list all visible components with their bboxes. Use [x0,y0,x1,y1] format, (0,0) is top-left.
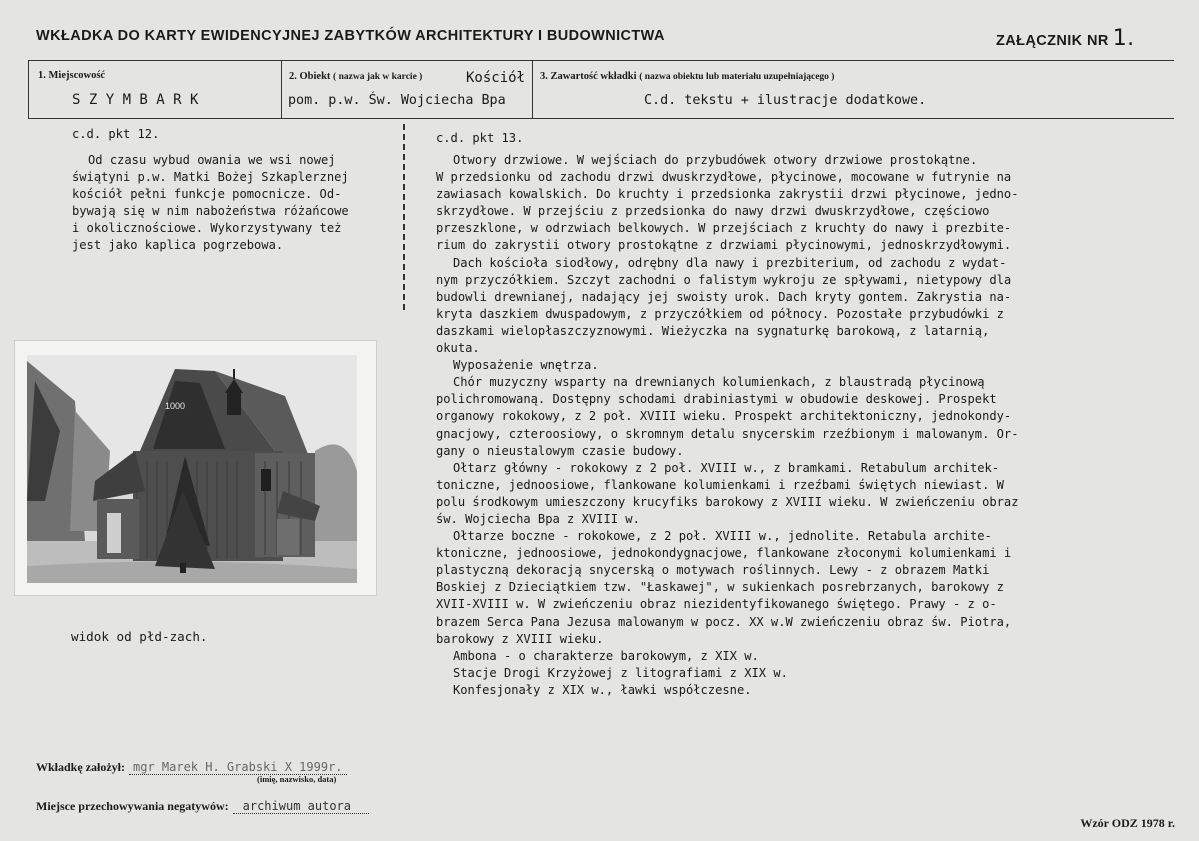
left-line: Od czasu wybud owania we wsi nowej [88,153,336,167]
column-separator [403,124,405,310]
right-line: brazem Serca Pana Jezusa malowanym w pocz. XX w.W zwieńczeniu obraz św. Piotra, [436,614,1012,629]
annex-label: ZAŁĄCZNIK NR [996,33,1109,49]
right-line: ktoniczne, jednoosiowe, jednokondygnacjowe, flankowane złoconymi kolumienkami i [436,546,1012,561]
left-line: bywają się w nim nabożeństwa różańcowe [72,204,349,219]
right-line: polu środkowym umieszczony krucyfiks barokowy z XVIII wieku. W zwieńczeniu obraz [436,494,1019,509]
left-heading: c.d. pkt 12. [72,127,160,141]
right-line: skrzydłowe. W przejściu z przedsionka do nawy drzwi dwuskrzydłowe, częściowo [436,204,990,219]
right-line: gnacjowy, czteroosiowy, o skromnym detalu snycerskim rzeźbionym i malowanym. Or- [436,426,1019,441]
right-line: nym przyczółkiem. Szczyt zachodni o falistym wykroju ze spływami, nietypowy dla [436,272,1012,287]
content-label-note: ( nazwa obiektu lub materiału uzupełniającego ) [639,72,835,82]
content-value: C.d. tekstu + ilustracje dodatkowe. [644,93,927,108]
right-line: przeszklone, w odrzwiach belkowych. W przejściach z kruchty do nawy i prezbite- [436,221,1012,236]
annex-number [996,26,1135,51]
right-line: Ołtarz główny - rokokowy z 2 poł. XVIII w., z bramkami. Retabulum architek- [453,460,1000,475]
right-line: Chór muzyczny wsparty na drewnianych kolumienkach, z blaustradą płycinową [453,375,985,390]
photo-inscription: 1000 [165,401,186,411]
form-code: Wzór ODZ 1978 r. [1080,816,1175,830]
left-line: świątyni p.w. Matki Bożej Szkaplerznej [72,170,349,185]
content-label-text: 3. Zawartość wkładki [540,71,637,82]
right-heading: c.d. pkt 13. [436,131,524,145]
right-line: Ołtarze boczne - rokokowe, z 2 poł. XVIII w., jednolite. Retabula archite- [453,529,992,544]
author-label: Wkładkę założył: [36,760,125,774]
right-line: rium do zakrystii otwory prostokątne z drzwiami płycinowymi, jednoskrzydłowymi. [436,238,1012,253]
page-title: WKŁADKA DO KARTY EWIDENCYJNEJ ZABYTKÓW ARCHITEKTURY I BUDOWNICTWA [36,28,665,44]
locality-label: 1. Miejscowość [38,70,106,81]
form-top-rule [28,60,1174,61]
author-hint: (imię, nazwisko, data) [257,774,337,784]
right-line: organowy rokokowy, z 2 poł. XVIII wieku. Prospekt architektoniczny, jednokondy- [436,409,1012,424]
right-line: plastyczną dekoracją snycerską o motywach roślinnych. Lewy - z obrazem Matki [436,563,990,578]
right-line: Boskiej z Dzieciątkiem tzw. "Łaskawej", w sukienkach posrebrzanych, barokowy z [436,580,1004,595]
locality-value: S Z Y M B A R K [72,92,199,108]
author-value: mgr Marek H. Grabski X 1999r. [129,760,347,775]
left-line: kościół pełni funkcje pomocnicze. Od- [72,187,342,202]
right-line: Dach kościoła siodłowy, odrębny dla nawy i prezbiterium, od zachodu z wydat- [453,255,1007,270]
right-line: Konfesjonały z XIX w., ławki współczesne. [453,682,752,697]
photo-card [14,340,377,596]
right-line: św. Wojciecha Bpa z XVIII w. [436,511,640,526]
right-line: Otwory drzwiowe. W wejściach do przybudówek otwory drzwiowe prostokątne. [453,153,978,167]
object-label-note: ( nazwa jak w karcie ) [333,72,423,82]
right-line: kryta daszkiem dwuspadowym, z przyczółkiem od północy. Pozostałe przybudówki z [436,306,1004,321]
form-bottom-rule [28,118,1174,119]
section-heading: Wyposażenie wnętrza. [453,358,599,373]
right-line: barokowy z XVIII wieku. [436,631,604,646]
right-line: toniczne, jednoosiowe, flankowane kolumienkami i rzeźbami świętych niewiast. W [436,477,1004,492]
right-line: zawiasach kowalskich. Do kruchty i przedsionka zakrystii drzwi płycinowe, jedno- [436,187,1019,202]
negatives-value: archiwum autora [233,799,369,814]
right-line: W przedsionku od zachodu drzwi dwuskrzydłowe, płycinowe, mocowane w futrynie na [436,170,1012,185]
form-left-border [28,60,29,119]
right-line: Stacje Drogi Krzyżowej z litografiami z XIX w. [453,665,788,680]
object-label-text: 2. Obiekt [289,71,331,82]
right-line: daszkami wielopłaszczyznowymi. Wieżyczka na sygnaturkę barokową, z latarnią, [436,323,990,338]
right-line: okuta. [436,341,480,356]
right-paragraphs [436,152,1018,699]
object-value-line1: Kościół [466,70,526,86]
negatives-label: Miejsce przechowywania negatywów: [36,799,229,813]
content-label [540,71,834,82]
form-divider-2 [532,60,533,119]
right-line: XVII-XVIII w. W zwieńczeniu obraz niezidentyfikowanego świętego. Prawy - z o- [436,597,997,612]
right-line: Ambona - o charakterze barokowym, z XIX w. [453,648,759,663]
right-line: gany o nieustalowym czasie budowy. [436,443,684,458]
church-photo [15,341,376,595]
annex-number-value: 1. [1112,26,1135,51]
left-paragraph [72,152,349,255]
left-line: jest jako kaplica pogrzebowa. [72,238,284,253]
left-line: i okolicznościowe. Wykorzystywany też [72,221,342,236]
right-line: polichromowaną. Dostępny schodami drabiniastymi w obudowie deskowej. Prospekt [436,392,997,407]
object-value-line2: pom. p.w. Św. Wojciecha Bpa [288,93,506,108]
photo-caption: widok od płd-zach. [71,629,208,644]
negatives-row [36,797,369,815]
form-divider-1 [281,60,282,119]
right-line: budowli drewnianej, nadający jej swoisty urok. Dach kryty gontem. Zakrystia na- [436,289,1012,304]
object-label [289,71,422,82]
